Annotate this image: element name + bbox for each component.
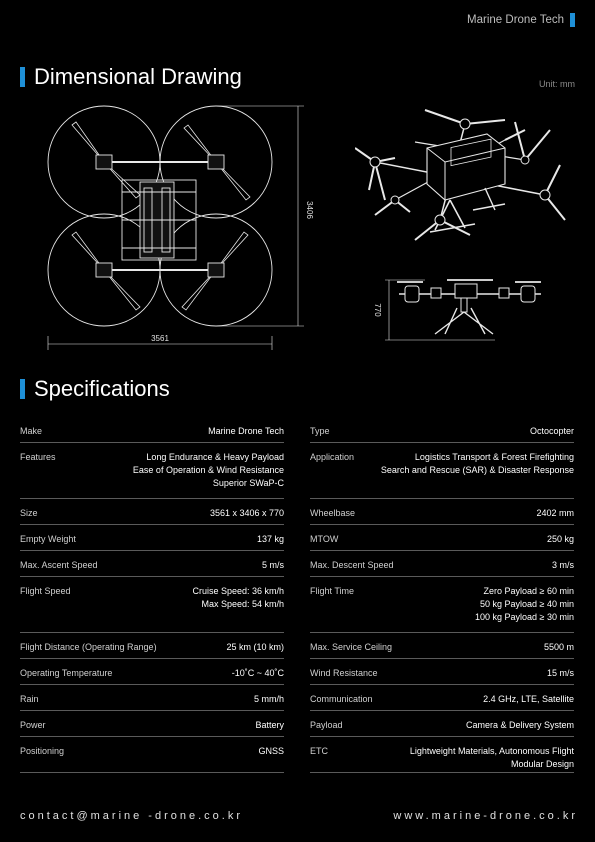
spec-value: Cruise Speed: 36 km/h Max Speed: 54 km/h	[192, 586, 284, 609]
footer-website: www.marine-drone.co.kr	[393, 810, 578, 822]
title-accent-bar	[20, 379, 25, 399]
spec-row	[310, 737, 574, 773]
spec-value: 25 km (10 km)	[226, 642, 284, 652]
spec-row	[310, 659, 574, 685]
spec-label: Features	[20, 452, 56, 462]
unit-label: Unit: mm	[539, 79, 575, 89]
spec-value: 3561 x 3406 x 770	[209, 508, 284, 518]
spec-label: MTOW	[310, 534, 339, 544]
spec-label: Application	[310, 452, 355, 462]
header-brand-text: Marine Drone Tech	[467, 14, 564, 26]
spec-row	[20, 525, 284, 551]
specs-section-title	[20, 376, 170, 402]
spec-row	[20, 685, 284, 711]
spec-value: 15 m/s	[546, 668, 574, 678]
spec-row	[20, 659, 284, 685]
spec-row	[20, 417, 284, 443]
spec-label: Power	[20, 720, 46, 730]
spec-label: Make	[20, 426, 43, 436]
spec-value: 5 m/s	[261, 560, 284, 570]
spec-value: 2402 mm	[536, 508, 574, 518]
drawing-title: Dimensional Drawing	[34, 64, 242, 89]
spec-row	[310, 443, 574, 499]
spec-value: 5 mm/h	[253, 694, 284, 704]
spec-label: Wheelbase	[310, 508, 356, 518]
dim-height-label: 770	[373, 303, 382, 317]
spec-row	[310, 525, 574, 551]
spec-row	[310, 551, 574, 577]
title-accent-bar	[20, 67, 25, 87]
spec-label: Positioning	[20, 746, 65, 756]
spec-label: Operating Temperature	[20, 668, 113, 678]
spec-label: Empty Weight	[20, 534, 76, 544]
spec-label: Flight Speed	[20, 586, 71, 596]
specs-title: Specifications	[34, 376, 170, 401]
spec-row	[310, 577, 574, 633]
spec-row	[20, 551, 284, 577]
spec-label: Communication	[310, 694, 373, 704]
spec-value: Zero Payload ≥ 60 min 50 kg Payload ≥ 40 min 100 kg Payload ≥ 30 min	[475, 586, 574, 622]
spec-value: 2.4 GHz, LTE, Satellite	[483, 694, 574, 704]
spec-row	[310, 633, 574, 659]
spec-value: Marine Drone Tech	[208, 426, 284, 436]
spec-row	[20, 577, 284, 633]
spec-label: Max. Ascent Speed	[20, 560, 98, 570]
spec-row	[20, 633, 284, 659]
spec-value: Lightweight Materials, Autonomous Flight Modular Design	[409, 746, 574, 769]
spec-value: 3 m/s	[551, 560, 574, 570]
spec-label: ETC	[310, 746, 328, 756]
dim-width-label: 3561	[151, 334, 169, 343]
spec-label: Wind Resistance	[310, 668, 378, 678]
spec-value: -10˚C ~ 40˚C	[231, 668, 284, 678]
top-view-drawing	[40, 100, 315, 360]
side-view-drawing	[365, 272, 575, 347]
perspective-view-drawing	[355, 100, 575, 250]
spec-row	[310, 711, 574, 737]
spec-value: 250 kg	[546, 534, 574, 544]
dim-length-label: 3406	[305, 201, 314, 219]
spec-value: Logistics Transport & Forest Firefighting Search and Rescue (SAR) & Disaster Response	[380, 452, 574, 475]
drawing-section-title	[20, 64, 242, 90]
spec-row	[310, 685, 574, 711]
specs-right-column	[310, 417, 574, 773]
spec-label: Max. Service Ceiling	[310, 642, 393, 652]
spec-row	[310, 499, 574, 525]
spec-label: Flight Distance (Operating Range)	[20, 642, 157, 652]
footer-email: contact@marine -drone.co.kr	[20, 810, 244, 822]
spec-value: Octocopter	[529, 426, 574, 436]
spec-value: Long Endurance & Heavy Payload Ease of Operation & Wind Resistance Superior SWaP-C	[132, 452, 284, 488]
spec-value: GNSS	[258, 746, 284, 756]
spec-value: 5500 m	[543, 642, 574, 652]
spec-value: 137 kg	[256, 534, 284, 544]
spec-label: Size	[20, 508, 38, 518]
spec-label: Flight Time	[310, 586, 355, 596]
spec-row	[20, 443, 284, 499]
spec-row	[20, 737, 284, 773]
spec-row	[310, 417, 574, 443]
spec-value: Battery	[255, 720, 284, 730]
spec-label: Max. Descent Speed	[310, 560, 394, 570]
specs-left-column	[20, 417, 284, 773]
header-accent-bar	[570, 13, 575, 27]
spec-label: Rain	[20, 694, 39, 704]
spec-value: Camera & Delivery System	[465, 720, 574, 730]
spec-row	[20, 711, 284, 737]
spec-label: Type	[310, 426, 330, 436]
spec-row	[20, 499, 284, 525]
header-brand	[467, 13, 575, 27]
spec-label: Payload	[310, 720, 343, 730]
